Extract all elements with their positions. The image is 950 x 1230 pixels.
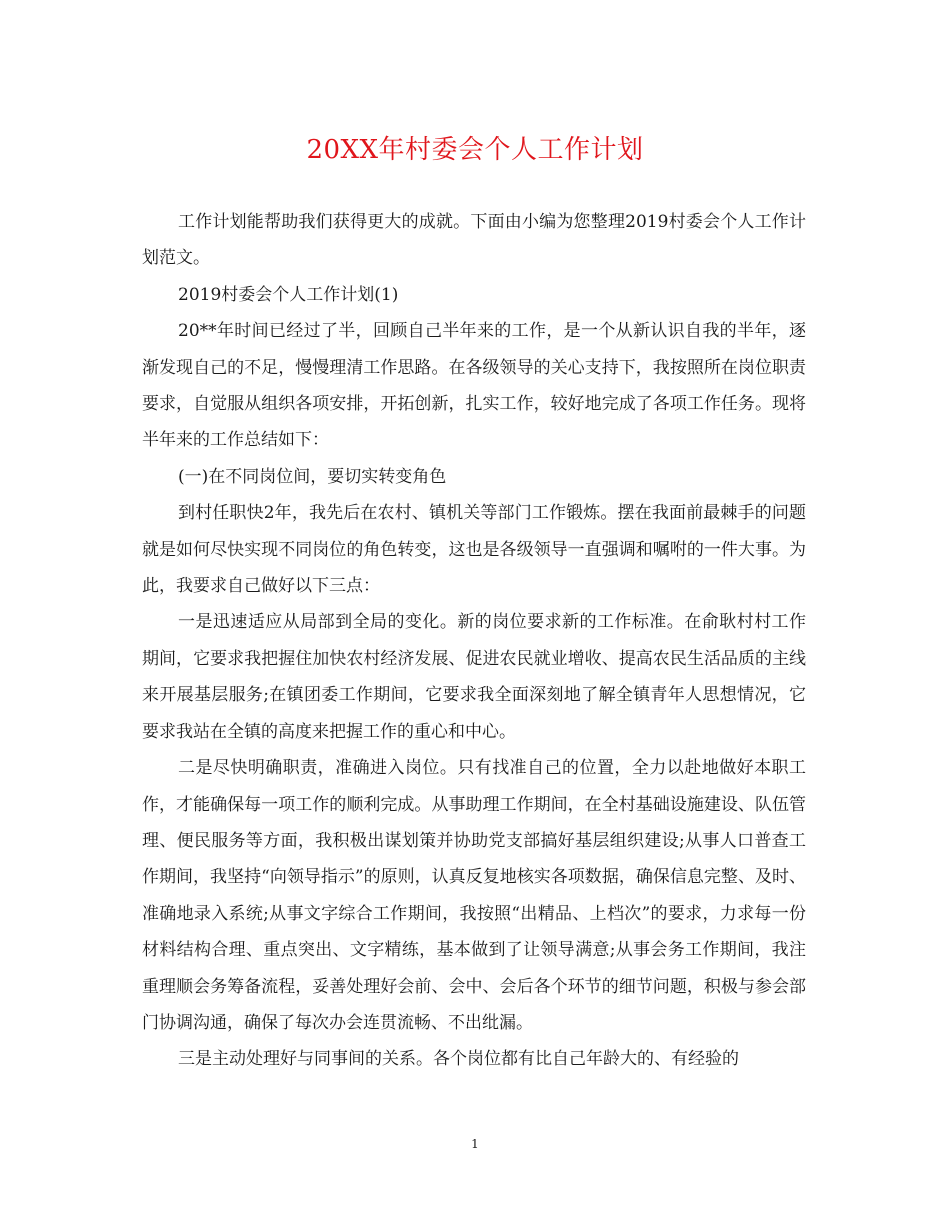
page-number: 1: [471, 1137, 479, 1151]
paragraph-point-two: 二是尽快明确职责，准确进入岗位。只有找准自己的位置，全力以赴地做好本职工作，才能确保每一项工作的顺利完成。从事助理工作期间，在全村基础设施建设、队伍管理、便民服务等方面，我积极出谋划策并协助党支部搞好基层组织建设;从事人口普查工作期间，我坚持“向领导指示”的原则，认真反复地核实各项数据，确保信息完整、及时、准确地录入系统;从事文字综合工作期间，我按照“出精品、上档次”的要求，力求每一份材料结构合理、重点突出、文字精练，基本做到了让领导满意;从事会务工作期间，我注重理顺会务筹备流程，妥善处理好会前、会中、会后各个环节的细节问题，积极与参会部门协调沟通，确保了每次办会连贯流畅、不出纰漏。: [142, 758, 806, 1033]
paragraph-point-three: 三是主动处理好与同事间的关系。各个岗位都有比自己年龄大的、有经验的: [178, 1049, 739, 1070]
document-body: [142, 204, 806, 1078]
paragraph-summary: 20**年时间已经过了半，回顾自己半年来的工作，是一个从新认识自我的半年，逐渐发现自己的不足，慢慢理清工作思路。在各级领导的关心支持下，我按照所在岗位职责要求，自觉服从组织各项安排，开拓创新，扎实工作，较好地完成了各项工作任务。现将半年来的工作总结如下：: [142, 321, 806, 451]
paragraph-intro: 工作计划能帮助我们获得更大的成就。下面由小编为您整理2019村委会个人工作计划范文。: [142, 212, 806, 269]
paragraph-role-change: 到村任职快2年，我先后在农村、镇机关等部门工作锻炼。摆在我面前最棘手的问题就是如何尽快实现不同岗位的角色转变，这也是各级领导一直强调和嘱咐的一件大事。为此，我要求自己做好以下三点：: [142, 503, 806, 597]
paragraph-point-one: 一是迅速适应从局部到全局的变化。新的岗位要求新的工作标准。在俞耿村村工作期间，它要求我把握住加快农村经济发展、促进农民就业增收、提高农民生活品质的主线来开展基层服务;在镇团委工作期间，它要求我全面深刻地了解全镇青年人思想情况，它要求我站在全镇的高度来把握工作的重心和中心。: [142, 612, 806, 742]
paragraph-heading-plan: 2019村委会个人工作计划(1): [178, 284, 399, 305]
paragraph-section-heading: (一)在不同岗位间，要切实转变角色: [178, 466, 447, 487]
document-title: 20XX年村委会个人工作计划: [306, 135, 644, 165]
